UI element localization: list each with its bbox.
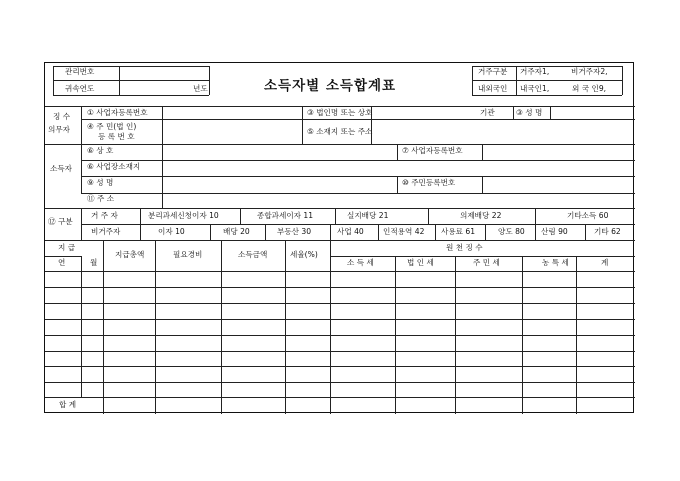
withholder-name: ③ 성 명 — [516, 108, 543, 117]
withholder-resident-no-bottom: 등 록 번 호 — [98, 132, 135, 141]
earner-resident-no: ⑩ 주민등록번호 — [402, 178, 456, 187]
withholder-biz-reg-no: ① 사업자등록번호 — [87, 108, 148, 117]
sum-column: 계 — [601, 258, 609, 267]
class-item: 실지배당 21 — [347, 211, 389, 220]
class-item: 이자 10 — [158, 227, 185, 236]
class-item: 종합과세이자 11 — [257, 211, 314, 220]
residency-label: 거주구분 — [478, 67, 508, 76]
foreign-option[interactable]: 외 국 인9, — [572, 84, 607, 93]
earner-label: 소득자 — [50, 164, 73, 173]
earner-address: ⑪ 주 소 — [87, 194, 115, 203]
rural-tax-column: 농 특 세 — [542, 258, 569, 267]
classification-label: ⑫ 구분 — [48, 217, 73, 226]
mgmt-no-label: 관리번호 — [65, 67, 95, 76]
income-column: 소득금액 — [238, 250, 268, 259]
class-item: 의제배당 22 — [460, 211, 502, 220]
resident-row-label: 거 주 자 — [91, 211, 118, 220]
withholding-header: 원 천 징 수 — [446, 243, 483, 252]
class-item: 인적용역 42 — [383, 227, 425, 236]
earner-trade-name: ⑥ 상 호 — [87, 146, 114, 155]
nationality-label: 내외국인 — [478, 84, 508, 93]
class-item: 사업 40 — [337, 227, 364, 236]
year-column: 연 — [58, 258, 66, 267]
nonresident-row-label: 비거주자 — [91, 227, 121, 236]
class-item: 부동산 30 — [277, 227, 312, 236]
class-item: 배당 20 — [223, 227, 250, 236]
income-tax-column: 소 득 세 — [347, 258, 374, 267]
class-item: 분리과세신청이자 10 — [148, 211, 219, 220]
resident-tax-column: 주 민 세 — [473, 258, 500, 267]
month-column: 월 — [90, 258, 98, 267]
total-row-label: 합 계 — [59, 400, 77, 409]
native-option[interactable]: 내국인1, — [520, 84, 550, 93]
class-item: 양도 80 — [498, 227, 525, 236]
withholder-label-bottom: 의무자 — [48, 125, 71, 134]
withholder-org-label: 기관 — [480, 108, 495, 117]
withholder-label-top: 징 수 — [53, 112, 71, 121]
nonresident-option[interactable]: 비거주자2, — [571, 67, 608, 76]
income-summary-form — [44, 62, 634, 413]
tax-rate-column: 세율(%) — [290, 250, 318, 259]
form-title: 소득자별 소득합계표 — [264, 78, 397, 94]
resident-option[interactable]: 거주자1, — [520, 67, 550, 76]
expense-column: 필요경비 — [173, 250, 203, 259]
class-item: 산림 90 — [541, 227, 568, 236]
withholder-address: ⑤ 소재지 또는 주소 — [307, 127, 373, 136]
class-item: 사용료 61 — [441, 227, 476, 236]
class-item: 기타 62 — [594, 227, 621, 236]
total-pay-column: 지급총액 — [115, 250, 145, 259]
attr-year-label: 귀속연도 — [65, 84, 95, 93]
withholder-corp-name: ③ 법인명 또는 상호 — [307, 108, 373, 117]
class-item: 기타소득 60 — [567, 211, 609, 220]
year-suffix: 년도 — [193, 84, 208, 93]
earner-biz-address: ⑥ 사업장소재지 — [87, 162, 141, 171]
earner-biz-reg-no: ⑦ 사업자등록번호 — [402, 146, 463, 155]
pay-label: 지 급 — [58, 243, 76, 252]
withholder-resident-no-top: ④ 주 민(법 인) — [87, 122, 137, 131]
earner-name: ⑨ 성 명 — [87, 178, 114, 187]
corp-tax-column: 법 인 세 — [407, 258, 434, 267]
